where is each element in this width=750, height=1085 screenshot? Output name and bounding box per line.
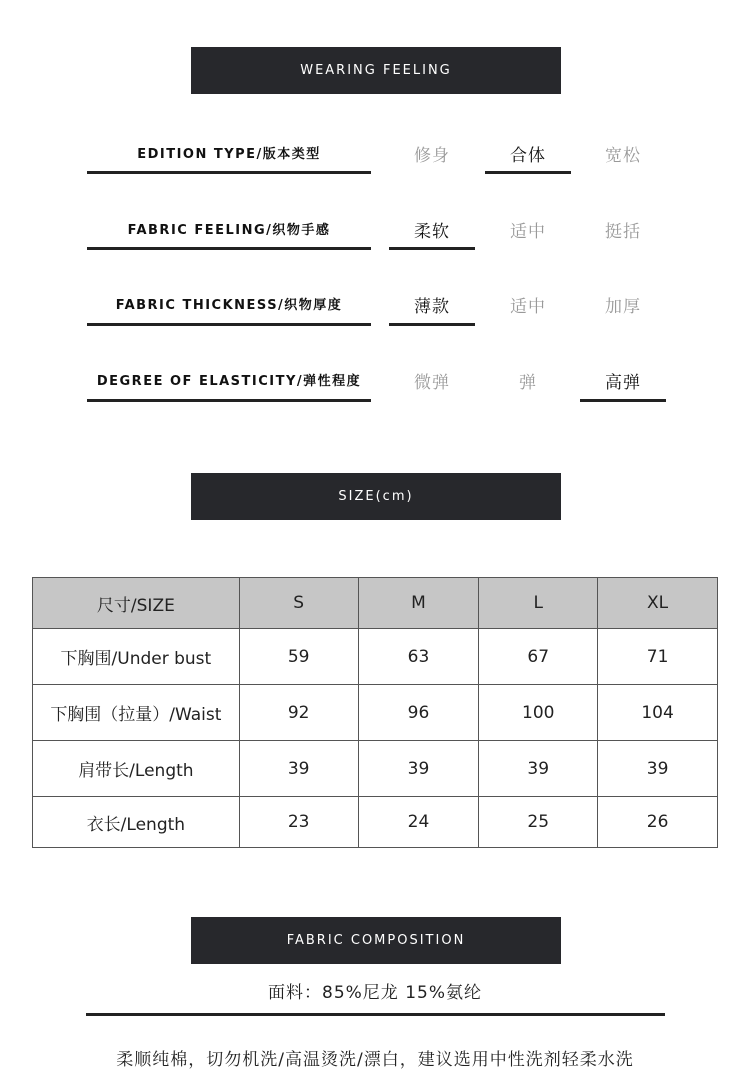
option-2: 挺括 xyxy=(605,222,641,242)
option-2-selected: 高弹 xyxy=(605,373,641,393)
table-cell: 39 xyxy=(598,741,718,797)
header-cell: L xyxy=(479,578,598,629)
attribute-label: EDITION TYPE/版本类型 xyxy=(137,147,321,162)
size-table xyxy=(32,577,718,848)
table-cell: 71 xyxy=(598,629,718,685)
header-cell: S xyxy=(239,578,358,629)
table-cell: 39 xyxy=(239,741,358,797)
wearing-feeling-banner: WEARING FEELING xyxy=(191,47,561,94)
table-cell: 63 xyxy=(358,629,479,685)
selected-underline xyxy=(389,247,475,250)
option-1: 弹 xyxy=(519,373,537,393)
attribute-underline xyxy=(87,171,371,174)
table-cell: 59 xyxy=(239,629,358,685)
table-header-row xyxy=(33,578,718,629)
table-cell: 39 xyxy=(358,741,479,797)
composition-divider xyxy=(86,1013,665,1016)
table-cell: 39 xyxy=(479,741,598,797)
table-row xyxy=(33,797,718,848)
option-0-selected: 薄款 xyxy=(414,297,450,317)
option-1: 适中 xyxy=(510,297,546,317)
table-cell: 100 xyxy=(479,685,598,741)
option-2: 宽松 xyxy=(605,146,641,166)
table-cell: 67 xyxy=(479,629,598,685)
table-cell: 92 xyxy=(239,685,358,741)
option-1-selected: 合体 xyxy=(510,146,546,166)
table-cell: 23 xyxy=(239,797,358,848)
attribute-underline xyxy=(87,247,371,250)
care-instructions: 柔顺纯棉，切勿机洗/高温烫洗/漂白，建议选用中性洗剂轻柔水洗 xyxy=(116,1050,634,1070)
table-row xyxy=(33,629,718,685)
table-cell: 96 xyxy=(358,685,479,741)
attribute-underline xyxy=(87,323,371,326)
option-1: 适中 xyxy=(510,222,546,242)
table-cell: 24 xyxy=(358,797,479,848)
attribute-label: DEGREE OF ELASTICITY/弹性程度 xyxy=(96,374,362,389)
attribute-underline xyxy=(87,399,371,402)
attribute-label: FABRIC THICKNESS/织物厚度 xyxy=(115,298,343,313)
option-2: 加厚 xyxy=(605,297,641,317)
selected-underline xyxy=(580,399,666,402)
table-row xyxy=(33,741,718,797)
table-cell: 104 xyxy=(598,685,718,741)
selected-underline xyxy=(485,171,571,174)
header-cell: 尺寸/SIZE xyxy=(33,578,240,629)
table-cell: 26 xyxy=(598,797,718,848)
option-0: 微弹 xyxy=(414,373,450,393)
option-0: 修身 xyxy=(414,146,450,166)
header-cell: XL xyxy=(598,578,718,629)
size-banner: SIZE(cm) xyxy=(191,473,561,520)
header-cell: M xyxy=(358,578,479,629)
row-label-cell: 肩带长/Length xyxy=(33,741,240,797)
composition-text: 面料：85%尼龙 15%氨纶 xyxy=(268,983,482,1003)
row-label-cell: 下胸围（拉量）/Waist xyxy=(33,685,240,741)
row-label-cell: 衣长/Length xyxy=(33,797,240,848)
option-0-selected: 柔软 xyxy=(414,222,450,242)
table-cell: 25 xyxy=(479,797,598,848)
attribute-label: FABRIC FEELING/织物手感 xyxy=(127,223,331,238)
fabric-composition-banner: FABRIC COMPOSITION xyxy=(191,917,561,964)
row-label-cell: 下胸围/Under bust xyxy=(33,629,240,685)
selected-underline xyxy=(389,323,475,326)
table-row xyxy=(33,685,718,741)
